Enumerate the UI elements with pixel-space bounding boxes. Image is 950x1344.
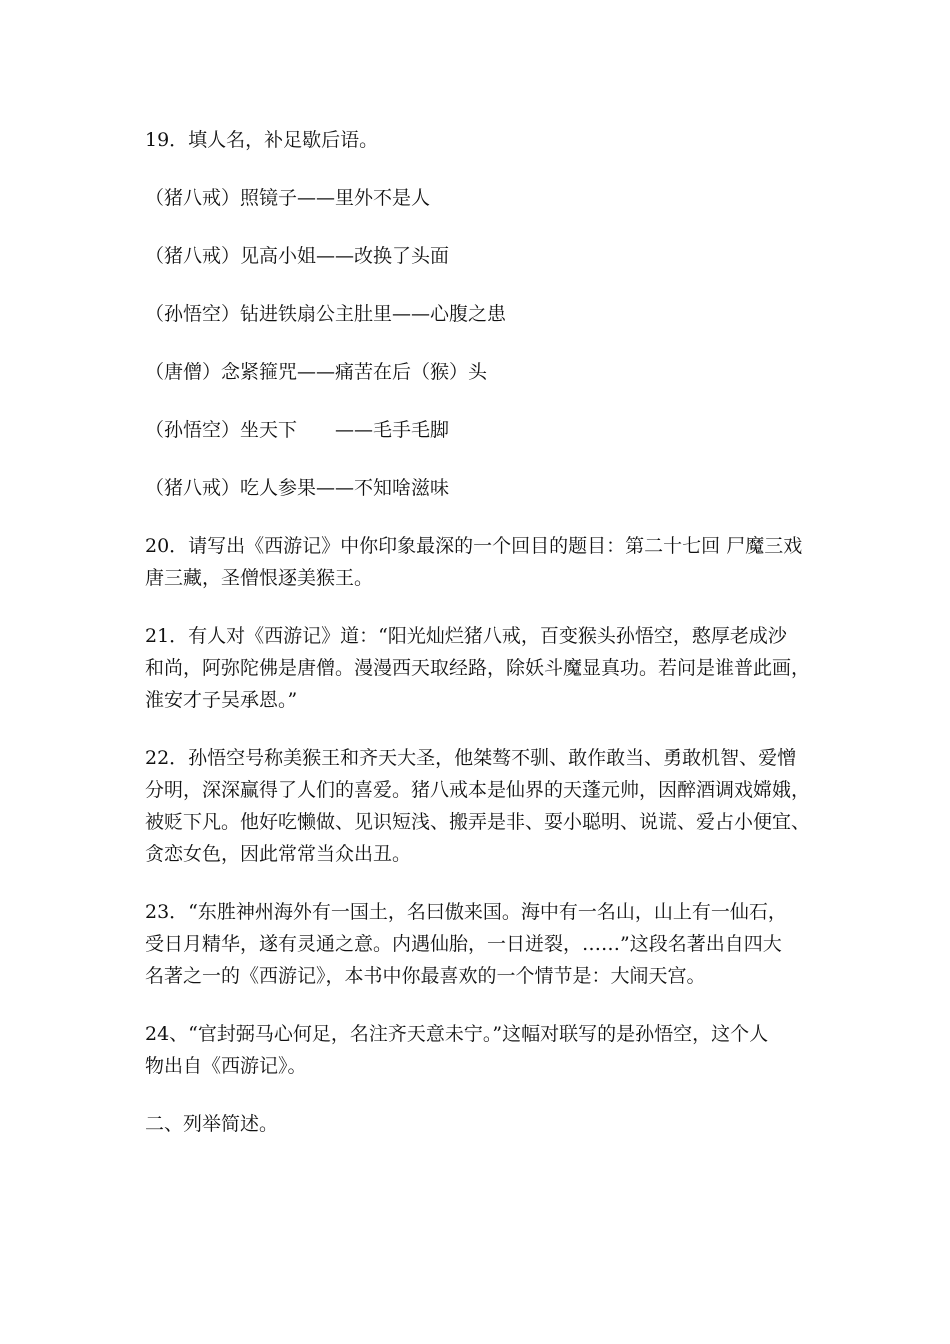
q19-title: 19．填人名，补足歇后语。	[145, 129, 379, 151]
q19-item: （猪八戒）吃人参果——不知啥滋味	[145, 477, 450, 499]
q21-paragraph	[145, 620, 815, 716]
q19-item: （猪八戒）照镜子——里外不是人	[145, 187, 431, 209]
q22-paragraph	[145, 742, 815, 870]
q23-line: 受日月精华，遂有灵通之意。内遇仙胎，一日迸裂，……”这段名著出自四大	[145, 933, 782, 955]
q19-item: （唐僧）念紧箍咒——痛苦在后（猴）头	[145, 361, 488, 383]
q22-line: 被贬下凡。他好吃懒做、见识短浅、搬弄是非、耍小聪明、说谎、爱占小便宜、	[145, 811, 811, 833]
q23-paragraph	[145, 896, 815, 992]
q21-line: 21．有人对《西游记》道：“阳光灿烂猪八戒，百变猴头孙悟空，憨厚老成沙	[145, 625, 787, 647]
q24-paragraph	[145, 1018, 815, 1082]
q22-line: 贪恋女色，因此常常当众出丑。	[145, 843, 412, 865]
q21-line: 和尚，阿弥陀佛是唐僧。漫漫西天取经路，除妖斗魔显真功。若问是谁普此画，	[145, 657, 811, 679]
q20-line: 唐三藏，圣僧恨逐美猴王。	[145, 567, 374, 589]
q20-line: 20．请写出《西游记》中你印象最深的一个回目的题目：第二十七回 尸魔三戏	[145, 535, 803, 557]
q22-line: 分明，深深赢得了人们的喜爱。猪八戒本是仙界的天蓬元帅，因醉酒调戏嫦娥，	[145, 779, 811, 801]
q21-line: 淮安才子吴承恩。”	[145, 689, 298, 711]
q19-item: （猪八戒）见高小姐——改换了头面	[145, 245, 450, 267]
q24-line: 24、“官封弼马心何足，名注齐天意未宁。”这幅对联写的是孙悟空，这个人	[145, 1023, 769, 1045]
section-2-heading: 二、列举简述。	[145, 1113, 279, 1135]
q24-line: 物出自《西游记》。	[145, 1055, 307, 1077]
q19-item: （孙悟空）钻进铁扇公主肚里——心腹之患	[145, 303, 507, 325]
q19-item: （孙悟空）坐天下 ——毛手毛脚	[145, 419, 450, 441]
document-page	[145, 124, 815, 1140]
q23-line: 名著之一的《西游记》，本书中你最喜欢的一个情节是：大闹天宫。	[145, 965, 706, 987]
q22-line: 22．孙悟空号称美猴王和齐天大圣，他桀骜不驯、敢作敢当、勇敢机智、爱憎	[145, 747, 797, 769]
q23-line: 23．“东胜神州海外有一国土，名曰傲来国。海中有一名山，山上有一仙石，	[145, 901, 787, 923]
q20-paragraph	[145, 530, 815, 594]
